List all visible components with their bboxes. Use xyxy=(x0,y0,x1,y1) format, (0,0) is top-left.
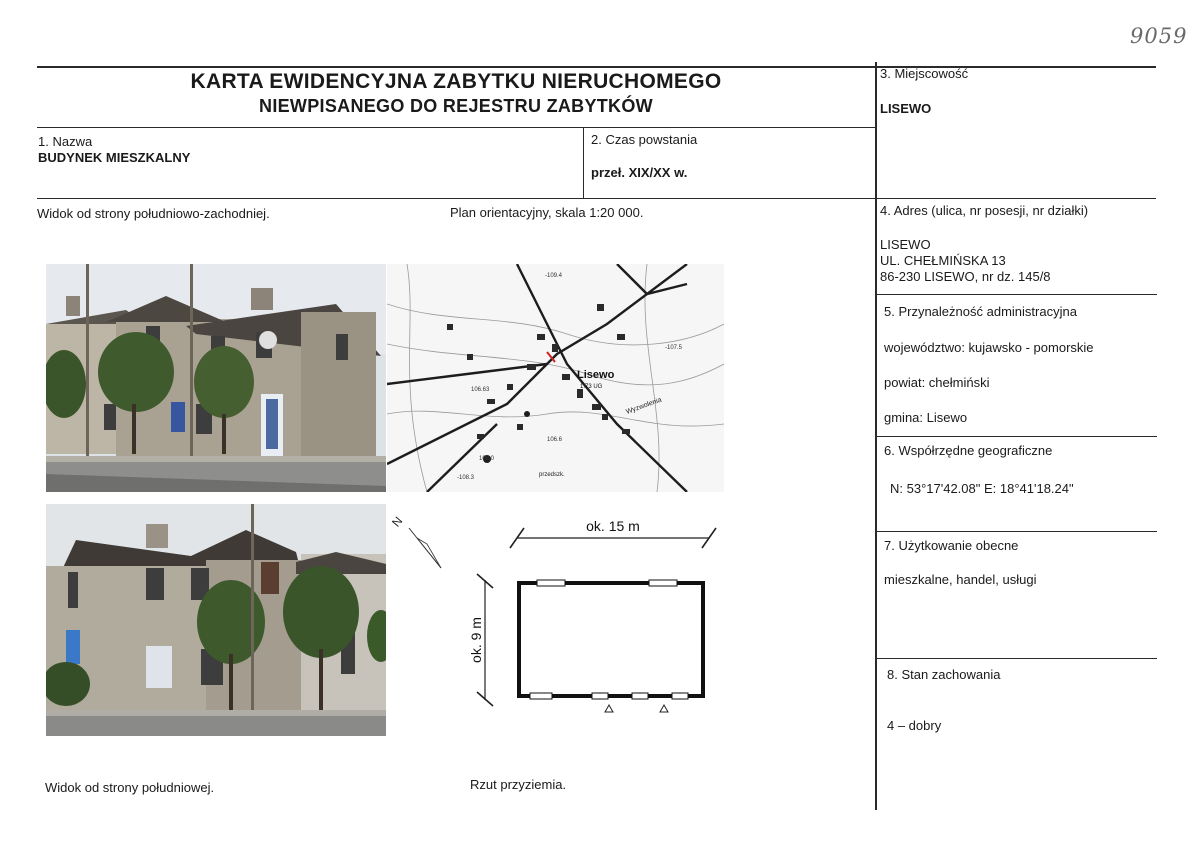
map-area-label: przedszk. xyxy=(539,472,565,478)
address-line-2: UL. CHEŁMIŃSKA 13 xyxy=(880,253,1006,268)
page-number: 9059 xyxy=(1130,24,1188,48)
map-elevation-6: -108.3 xyxy=(457,475,475,481)
name-value: BUDYNEK MIESZKALNY xyxy=(38,150,191,165)
place-label: 3. Miejscowość xyxy=(880,66,969,81)
width-dimension-label: ok. 15 m xyxy=(586,518,640,534)
address-label: 4. Adres (ulica, nr posesji, nr działki) xyxy=(880,203,1089,218)
date-value: przeł. XIX/XX w. xyxy=(591,165,688,180)
caption-view-s: Widok od strony południowej. xyxy=(45,780,215,795)
card-title-line2: NIEWPISANEGO DO REJESTRU ZABYTKÓW xyxy=(259,96,653,116)
frame-top-line xyxy=(37,66,1156,68)
depth-dimension-label: ok. 9 m xyxy=(468,617,484,663)
address-line-3: 86-230 LISEWO, nr dz. 145/8 xyxy=(880,269,1051,284)
divider-5 xyxy=(877,294,1157,295)
map-town-sub: 1.73 UG xyxy=(580,384,603,390)
commune-value: gmina: Lisewo xyxy=(884,410,968,425)
divider-8 xyxy=(877,658,1157,659)
condition-label: 8. Stan zachowania xyxy=(887,667,1001,682)
card-title-line1: KARTA EWIDENCYJNA ZABYTKU NIERUCHOMEGO xyxy=(190,70,722,93)
title-divider xyxy=(37,127,875,128)
map-elevation-4: 106.6 xyxy=(547,437,563,443)
map-street-label: Wyzwolenia xyxy=(625,396,663,416)
condition-value: 4 – dobry xyxy=(887,718,942,733)
name-label: 1. Nazwa xyxy=(38,134,93,149)
map-elevation-1: -109.4 xyxy=(545,273,563,279)
map-elevation-2: -107.5 xyxy=(665,345,683,351)
divider-6 xyxy=(877,436,1157,437)
caption-plan-map: Plan orientacyjny, skala 1:20 000. xyxy=(450,205,644,220)
county-value: powiat: chełmiński xyxy=(884,375,990,390)
north-label: N xyxy=(389,513,406,530)
photo-south-view xyxy=(46,504,386,736)
orientation-map xyxy=(387,264,724,492)
date-label: 2. Czas powstania xyxy=(591,132,698,147)
usage-label: 7. Użytkowanie obecne xyxy=(884,538,1019,553)
place-value: LISEWO xyxy=(880,101,932,116)
caption-view-sw: Widok od strony południowo-zachodniej. xyxy=(37,206,270,221)
voivodeship-value: województwo: kujawsko - pomorskie xyxy=(884,340,1094,355)
caption-ground-plan: Rzut przyziemia. xyxy=(470,777,567,792)
name-date-divider xyxy=(583,127,584,199)
divider-7 xyxy=(877,531,1157,532)
usage-value: mieszkalne, handel, usługi xyxy=(884,572,1037,587)
coords-label: 6. Współrzędne geograficzne xyxy=(884,443,1053,458)
fields-divider xyxy=(37,198,1156,199)
map-town-label: Lisewo xyxy=(577,369,615,381)
coords-value: N: 53°17'42.08" E: 18°41'18.24" xyxy=(890,481,1074,496)
map-elevation-3: 106.63 xyxy=(471,387,490,393)
ground-plan-drawing xyxy=(387,504,727,736)
map-elevation-5: 108.0 xyxy=(479,456,495,462)
admin-label: 5. Przynależność administracyjna xyxy=(884,304,1077,319)
photo-south-west-view xyxy=(46,264,386,492)
address-line-1: LISEWO xyxy=(880,237,931,252)
